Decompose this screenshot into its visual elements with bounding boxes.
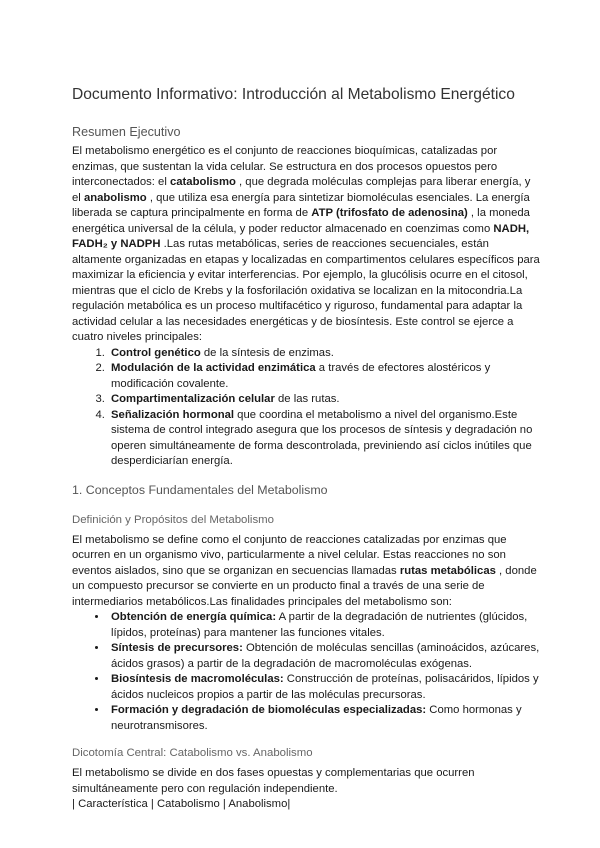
purposes-list: [72, 610, 540, 734]
list-item: • Formación y degradación de biomoléculas especializadas: Como hormonas y neurotransmisores.: [108, 703, 540, 734]
table-header-row: | Característica | Catabolismo | Anabolismo|: [72, 798, 291, 810]
list-item: 1. Control genético de la síntesis de enzimas.: [108, 346, 540, 362]
list-item: 3. Compartimentalización celular de las rutas.: [108, 392, 540, 408]
list-item: 2. Modulación de la actividad enzimática a través de efectores alostéricos y modificación covalente.: [108, 361, 540, 392]
executive-summary: [72, 124, 540, 470]
list-item: • Síntesis de precursores: Obtención de moléculas sencillas (aminoácidos, azúcares, ácidos grasos) a partir de la degradación de macromoléculas exógenas.: [108, 641, 540, 672]
summary-heading: Resumen Ejecutivo: [72, 125, 181, 139]
list-item: 4. Señalización hormonal que coordina el metabolismo a nivel del organismo.Este sistema de control integrado asegura que los procesos de síntesis y degradación no operen simultáneamente de forma descontrolada, previniendo así ciclos inútiles que desperdiciarían energía.: [108, 408, 540, 470]
regulation-levels-list: [72, 346, 540, 470]
list-item: • Biosíntesis de macromoléculas: Construcción de proteínas, polisacáridos, lípidos y ácidos nucleicos propios a partir de las moléculas precursoras.: [108, 672, 540, 703]
section-fundamentals: [72, 483, 540, 813]
dichotomy-paragraph: El metabolismo se divide en dos fases opuestas y complementarias que ocurren simultáneamente pero con regulación independiente.: [72, 767, 475, 795]
summary-paragraph: El metabolismo energético es el conjunto de reacciones bioquímicas, catalizadas por enzimas, que sustentan la vida celular. Se estructura en dos procesos opuestos pero interconectados: el catabolismo , que degrada moléculas complejas para liberar energía, y el anabolismo , que utiliza esa energía para sintetizar biomoléculas esenciales. La energía liberada se captura principalmente en forma de ATP (trifosfato de adenosina) , la moneda energética universal de la célula, y poder reductor almacenado en coenzimas como NADH, FADH₂ y NADPH .Las rutas metabólicas, series de reacciones secuenciales, están altamente organizadas en etapas y localizadas en compartimentos celulares específicos para maximizar la eficiencia y evitar interferencias. Por ejemplo, la glucólisis ocurre en el citosol, mientras que el ciclo de Krebs y la fosforilación oxidativa se localizan en la mitocondria.La regulación metabólica es un proceso multifacético y riguroso, fundamental para adaptar la actividad celular a las necesidades energéticas y de biosíntesis. Este control se ejerce a cuatro niveles principales:: [72, 145, 540, 343]
definition-paragraph: El metabolismo se define como el conjunto de reacciones catalizadas por enzimas que ocurren en un organismo vivo, particularmente a nivel celular. Estas reacciones no son eventos aislados, sino que se organizan en secuencias llamadas rutas metabólicas , donde un compuesto precursor se convierte en un producto final a través de una serie de intermediarios metabólicos.Las finalidades principales del metabolismo son:: [72, 533, 537, 608]
section-heading: 1. Conceptos Fundamentales del Metabolismo: [72, 482, 328, 497]
document-title: Documento Informativo: Introducción al Metabolismo Energético: [72, 86, 515, 103]
list-item: • Obtención de energía química: A partir de la degradación de nutrientes (glúcidos, lípidos, proteínas) para mantener las funciones vitales.: [108, 610, 540, 641]
subsection-heading-definition: Definición y Propósitos del Metabolismo: [72, 513, 274, 526]
subsection-heading-dichotomy: Dicotomía Central: Catabolismo vs. Anabolismo: [72, 747, 313, 759]
